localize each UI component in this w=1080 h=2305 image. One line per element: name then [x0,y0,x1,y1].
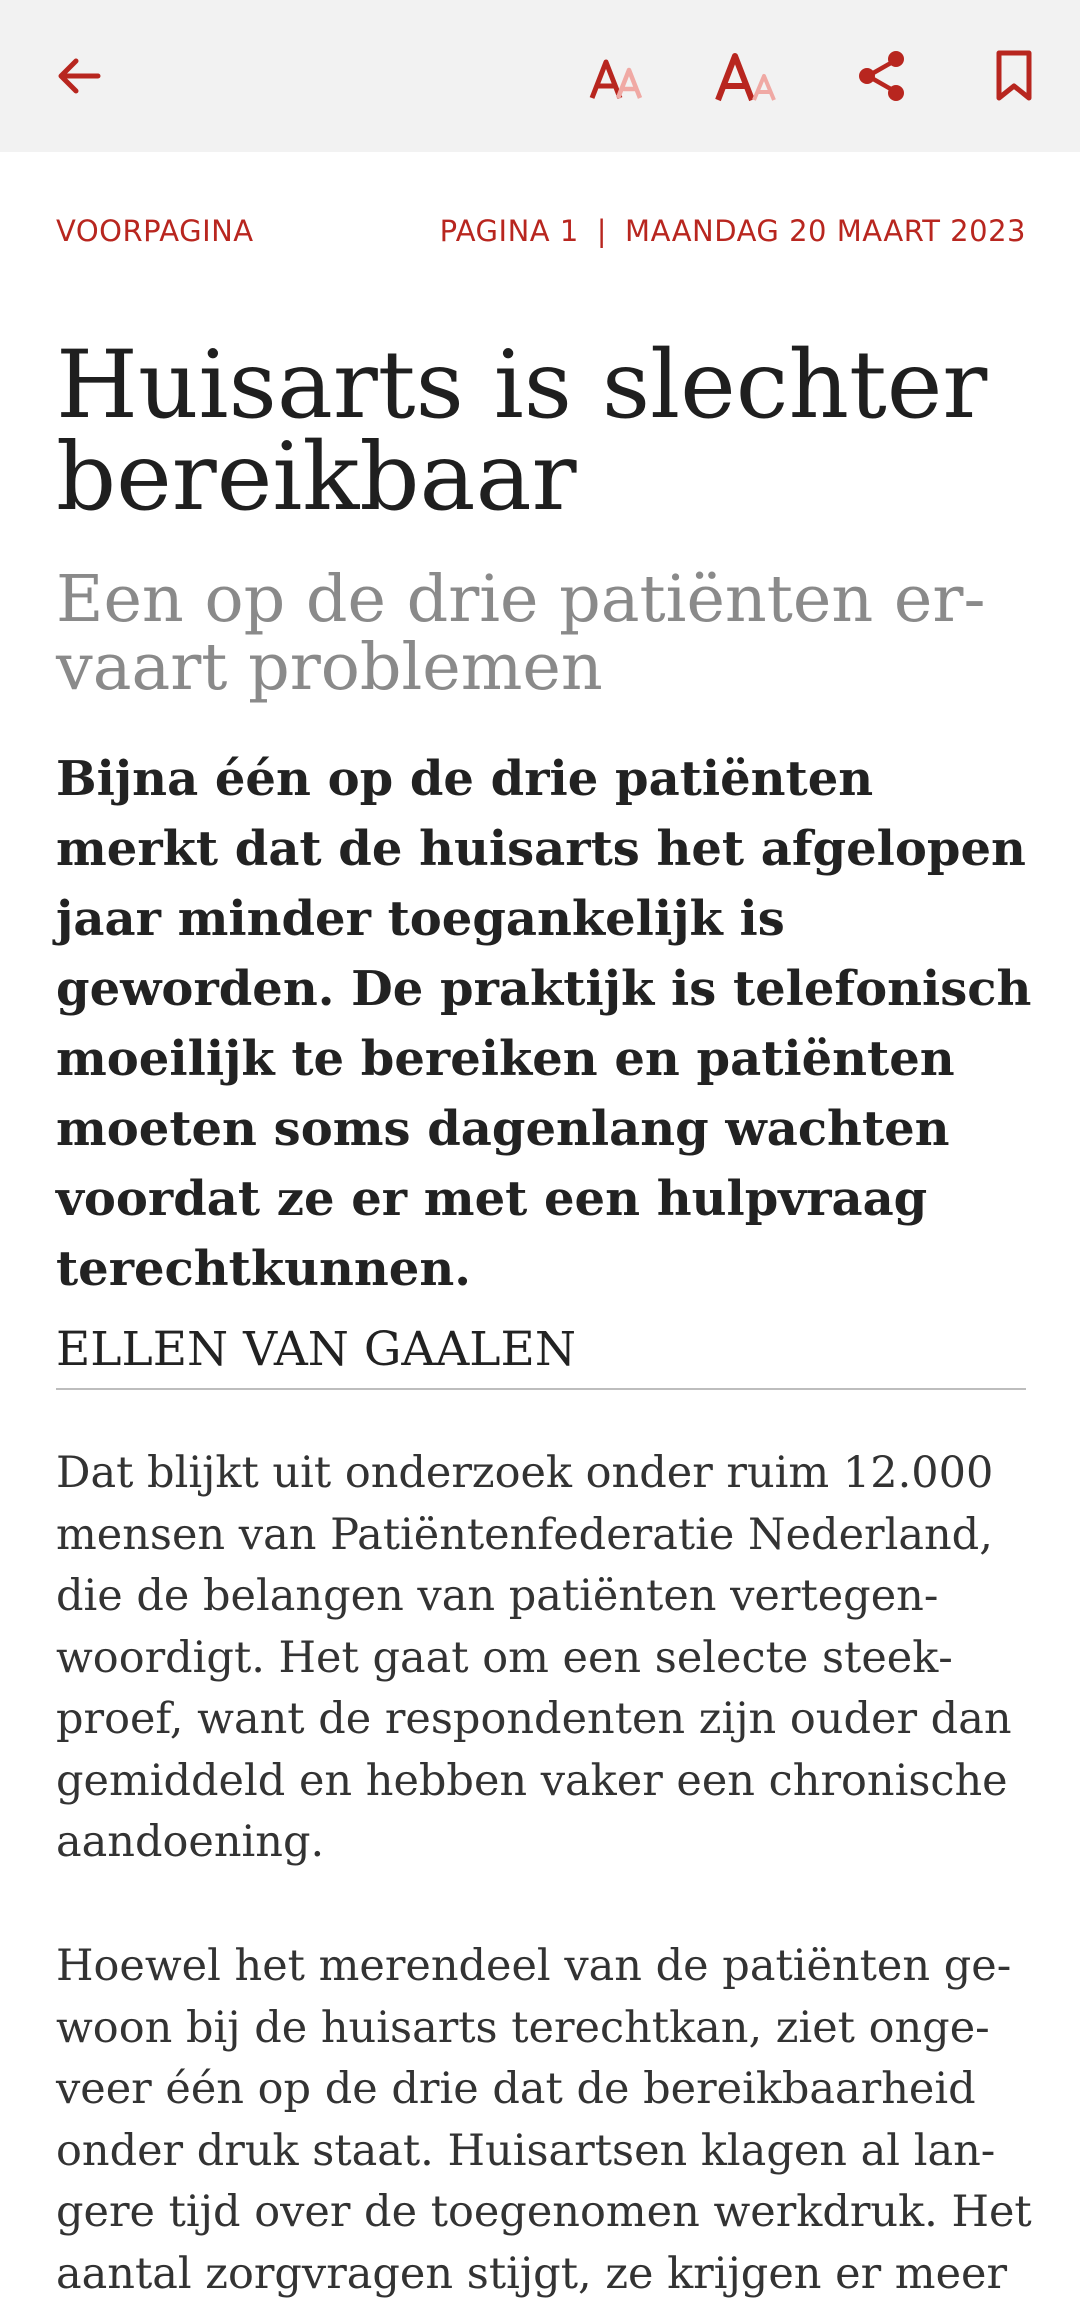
text-size-increase-button[interactable] [710,36,790,116]
top-toolbar [0,0,1080,152]
text-size-increase-icon [714,46,786,106]
bookmark-button[interactable] [974,36,1054,116]
page-date-info [440,214,1026,248]
article-title: Huisarts is slechter bereikbaar [56,331,988,532]
bookmark-icon [992,48,1036,104]
share-button[interactable] [842,36,922,116]
body-paragraph: Hoewel het merendeel van de patiënten gewoon bij de huisarts terechtkan, ziet ongeveer één op de drie dat de bereikbaarheid onder druk staat. Huisartsen klagen al langere tijd over de toegenomen werkdruk. Het aantal zorgvragen stijgt, ze krijgen er meer [56,1941,1032,2299]
page-number: PAGINA 1 [439,214,579,248]
back-button[interactable] [38,36,118,116]
back-arrow-icon [52,50,104,102]
publication-date: MAANDAG 20 MAART 2023 [625,214,1026,248]
author-byline: ELLEN VAN GAALEN [56,1320,1026,1390]
article-subtitle: Een op de drie patiënten ervaart problemen [56,562,986,705]
article-lead: Bijna één op de drie patiënten merkt dat de huisarts het afgelopen jaar minder toegankelijk is geworden. De praktijk is telefonisch moeilijk te bereiken en patiënten moeten soms dagenlang wachten voordat ze er met een hulpvraag terechtkunnen. [56,751,1032,1297]
section-label: VOORPAGINA [56,214,254,248]
body-paragraph: Dat blijkt uit onderzoek onder ruim 12.000 mensen van Patiëntenfederatie Nederland, die de belangen van patiënten vertegenwoordigt. Het gaat om een selecte steekproef, want de respondenten zijn ouder dan gemiddeld en hebben vaker een chronische aandoening. [56,1448,1012,1867]
text-size-decrease-icon [586,48,650,104]
meta-separator: | [596,214,608,248]
share-icon [854,48,910,104]
text-size-decrease-button[interactable] [578,36,658,116]
